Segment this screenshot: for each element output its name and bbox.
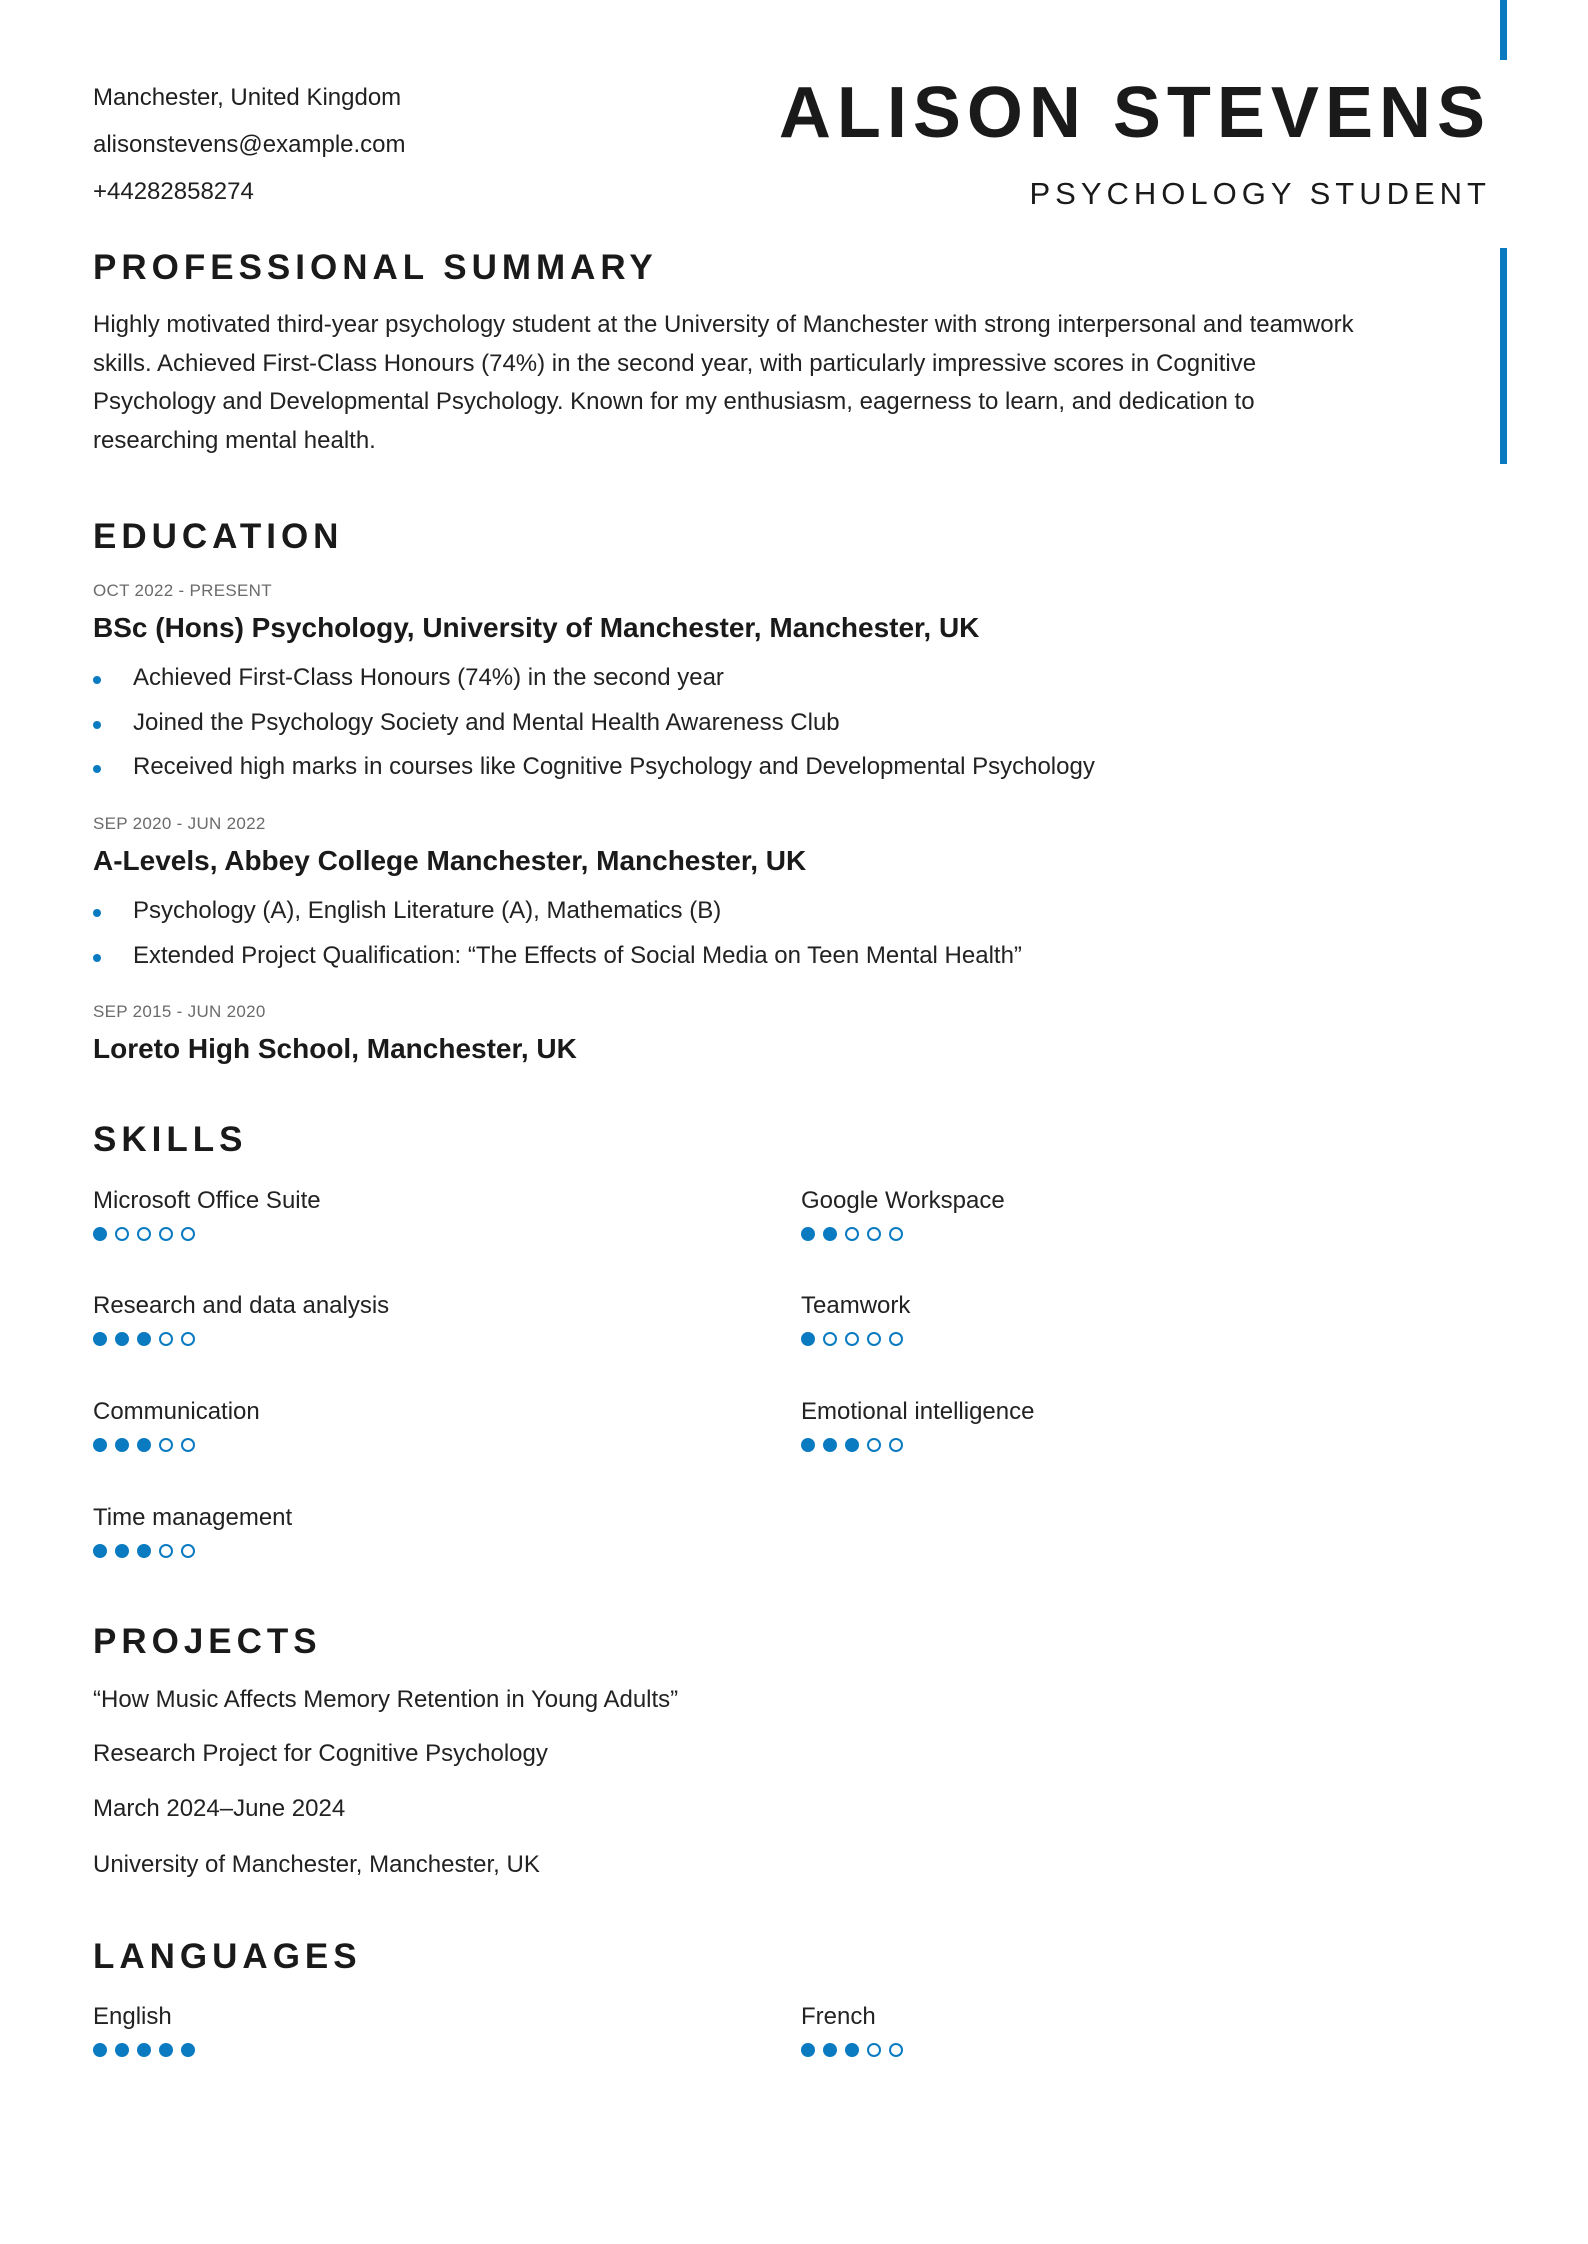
rating-dot-empty [845,1227,859,1241]
rating-dot-empty [889,1332,903,1346]
skill-name: Communication [93,1398,260,1425]
rating-dot-filled [823,2043,837,2057]
project-dates: March 2024–June 2024 [93,1795,346,1822]
project-title: “How Music Affects Memory Retention in Young Adults” [93,1686,679,1713]
education-degree: A-Levels, Abbey College Manchester, Manchester, UK [93,845,807,876]
education-dates: OCT 2022 - PRESENT [93,581,272,600]
education-heading: EDUCATION [93,517,344,556]
rating-dot-filled [115,1332,129,1346]
rating-dot-filled [845,1438,859,1452]
rating-dot-filled [115,2043,129,2057]
rating-dot-filled [845,2043,859,2057]
education-bullets [93,656,1393,790]
projects-heading: PROJECTS [93,1622,322,1661]
rating-dot-filled [801,1332,815,1346]
rating-dot-empty [159,1544,173,1558]
bullet-item: Achieved First-Class Honours (74%) in the second year [93,656,1393,701]
summary-heading: PROFESSIONAL SUMMARY [93,248,658,287]
phone-text: +44282858274 [93,178,254,205]
rating-dot-filled [823,1227,837,1241]
skill-name: Research and data analysis [93,1292,390,1319]
rating-dot-filled [137,2043,151,2057]
rating-dot-empty [159,1438,173,1452]
rating-dot-empty [137,1227,151,1241]
bullet-item: Psychology (A), English Literature (A), Mathematics (B) [93,889,1393,934]
rating-dot-filled [159,2043,173,2057]
skill-item [93,1290,693,1346]
rating-dot-filled [93,1544,107,1558]
skill-rating [93,1332,693,1346]
project-place: University of Manchester, Manchester, UK [93,1851,540,1878]
language-item [801,2001,1401,2057]
email-text: alisonstevens@example.com [93,131,406,158]
rating-dot-empty [867,1332,881,1346]
skill-item [93,1185,693,1241]
rating-dot-empty [181,1544,195,1558]
rating-dot-empty [889,2043,903,2057]
education-dates: SEP 2015 - JUN 2020 [93,1002,266,1021]
location-text: Manchester, United Kingdom [93,84,402,111]
rating-dot-empty [889,1227,903,1241]
skill-name: Microsoft Office Suite [93,1187,321,1214]
rating-dot-filled [801,2043,815,2057]
rating-dot-filled [93,1332,107,1346]
language-rating [801,2043,1401,2057]
education-entry [93,580,1393,790]
summary-text: Highly motivated third-year psychology student at the University of Manchester with strong interpersonal and teamwork skills. Achieved First-Class Honours (74%) in the second year, with particularly impressive scores in Cognitive Psychology and Developmental Psychology. Known for my enthusiasm, eagerness to learn, and dedication to researching mental health. [93,311,1354,454]
skill-rating [93,1544,693,1558]
education-bullets [93,889,1393,978]
rating-dot-filled [801,1227,815,1241]
language-rating [93,2043,693,2057]
skill-item [801,1185,1401,1241]
rating-dot-empty [889,1438,903,1452]
education-degree: BSc (Hons) Psychology, University of Manchester, Manchester, UK [93,612,980,643]
rating-dot-empty [159,1332,173,1346]
rating-dot-empty [845,1332,859,1346]
skill-rating [801,1332,1401,1346]
contact-info [93,80,406,221]
skill-rating [93,1438,693,1452]
rating-dot-empty [181,1227,195,1241]
skill-item [93,1502,693,1558]
language-name: French [801,2003,876,2030]
rating-dot-filled [823,1438,837,1452]
candidate-name: ALISON STEVENS [778,73,1491,153]
education-entry [93,1001,1393,1067]
project-subtitle: Research Project for Cognitive Psychology [93,1740,548,1767]
rating-dot-filled [137,1438,151,1452]
rating-dot-filled [115,1544,129,1558]
rating-dot-empty [115,1227,129,1241]
rating-dot-filled [181,2043,195,2057]
education-entry [93,813,1393,978]
accent-bar-top [1500,0,1507,60]
accent-bar-side [1500,248,1507,464]
rating-dot-filled [93,1438,107,1452]
rating-dot-empty [181,1332,195,1346]
rating-dot-empty [159,1227,173,1241]
skill-item [801,1290,1401,1346]
candidate-title: PSYCHOLOGY STUDENT [1029,176,1491,211]
rating-dot-filled [137,1544,151,1558]
rating-dot-empty [867,2043,881,2057]
skill-name: Teamwork [801,1292,911,1319]
languages-heading: LANGUAGES [93,1937,362,1976]
language-item [93,2001,693,2057]
language-name: English [93,2003,172,2030]
skill-name: Time management [93,1504,293,1531]
skill-rating [93,1227,693,1241]
skill-rating [801,1438,1401,1452]
bullet-item: Joined the Psychology Society and Mental Health Awareness Club [93,701,1393,746]
skill-name: Emotional intelligence [801,1398,1035,1425]
rating-dot-filled [93,1227,107,1241]
rating-dot-empty [867,1227,881,1241]
skill-rating [801,1227,1401,1241]
rating-dot-empty [181,1438,195,1452]
rating-dot-filled [801,1438,815,1452]
education-dates: SEP 2020 - JUN 2022 [93,814,266,833]
rating-dot-empty [867,1438,881,1452]
skills-heading: SKILLS [93,1120,248,1159]
rating-dot-filled [93,2043,107,2057]
skill-item [93,1396,693,1452]
skill-item [801,1396,1401,1452]
education-degree: Loreto High School, Manchester, UK [93,1033,577,1064]
rating-dot-filled [115,1438,129,1452]
rating-dot-empty [823,1332,837,1346]
bullet-item: Extended Project Qualification: “The Effects of Social Media on Teen Mental Health” [93,934,1393,979]
bullet-item: Received high marks in courses like Cognitive Psychology and Developmental Psychology [93,745,1393,790]
rating-dot-filled [137,1332,151,1346]
skill-name: Google Workspace [801,1187,1005,1214]
